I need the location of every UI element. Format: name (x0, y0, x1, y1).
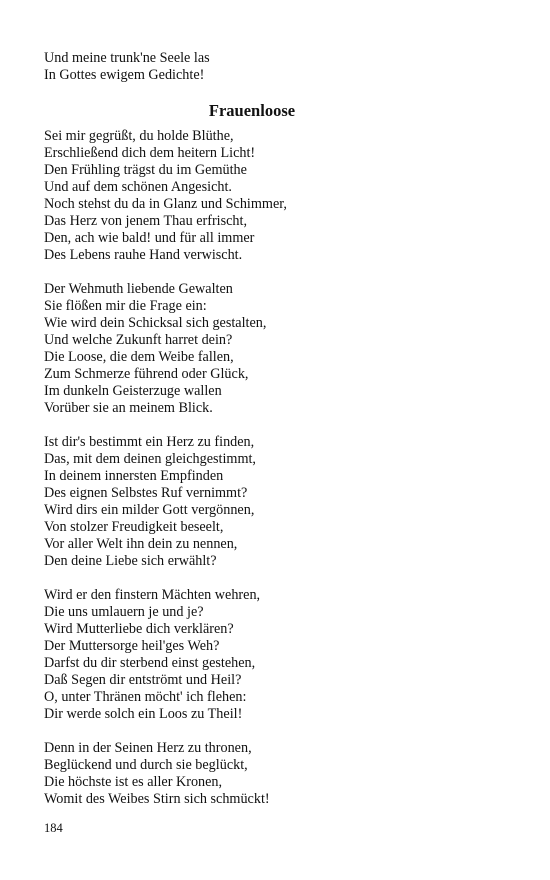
verse-line: Die höchste ist es aller Kronen, (44, 774, 223, 790)
verse-line: Ist dir's bestimmt ein Herz zu finden, (44, 434, 255, 450)
verse-line: Und auf dem schönen Angesicht. (44, 179, 232, 195)
stanza (44, 587, 514, 723)
page-number: 184 (44, 821, 63, 835)
stanza (44, 128, 514, 264)
stanza (44, 281, 514, 417)
verse-line: Wie wird dein Schicksal sich gestalten, (44, 315, 267, 331)
verse-line: Dir werde solch ein Loos zu Theil! (44, 706, 243, 722)
verse-line: Sie flößen mir die Frage ein: (44, 298, 207, 314)
verse-line: In deinem innersten Empfinden (44, 468, 224, 484)
verse-line: Sei mir gegrüßt, du holde Blüthe, (44, 128, 234, 144)
verse-line: Darfst du dir sterbend einst gestehen, (44, 655, 256, 671)
verse-line: Daß Segen dir entströmt und Heil? (44, 672, 242, 688)
verse-line: Der Wehmuth liebende Gewalten (44, 281, 233, 297)
verse-line: Vorüber sie an meinem Blick. (44, 400, 213, 416)
verse-line: O, unter Thränen möcht' ich flehen: (44, 689, 247, 705)
verse-line: Erschließend dich dem heitern Licht! (44, 145, 256, 161)
verse-line: Und welche Zukunft harret dein? (44, 332, 233, 348)
verse-line: Das Herz von jenem Thau erfrischt, (44, 213, 248, 229)
verse-line: Des eignen Selbstes Ruf vernimmt? (44, 485, 248, 501)
verse-line: Den, ach wie bald! und für all immer (44, 230, 255, 246)
verse-line: Des Lebens rauhe Hand verwischt. (44, 247, 243, 263)
verse-line: Und meine trunk'ne Seele las (44, 50, 210, 66)
verse-line: Den deine Liebe sich erwählt? (44, 553, 217, 569)
verse-line: Der Muttersorge heil'ges Weh? (44, 638, 220, 654)
poem-title: Frauenloose (208, 101, 296, 120)
verse-line: In Gottes ewigem Gedichte! (44, 67, 205, 83)
verse-line: Wird dirs ein milder Gott vergönnen, (44, 502, 255, 518)
verse-line: Die Loose, die dem Weibe fallen, (44, 349, 234, 365)
verse-line: Das, mit dem deinen gleichgestimmt, (44, 451, 256, 467)
verse-line: Vor aller Welt ihn dein zu nennen, (44, 536, 238, 552)
verse-line: Wird er den finstern Mächten wehren, (44, 587, 261, 603)
verse-line: Womit des Weibes Stirn sich schmückt! (44, 791, 270, 807)
verse-line: Zum Schmerze führend oder Glück, (44, 366, 249, 382)
verse-line: Im dunkeln Geisterzuge wallen (44, 383, 222, 399)
verse-line: Denn in der Seinen Herz zu thronen, (44, 740, 252, 756)
stanza (44, 740, 514, 808)
verse-line: Wird Mutterliebe dich verklären? (44, 621, 234, 637)
poem-body (44, 128, 514, 808)
stanza (44, 434, 514, 570)
verse-line: Noch stehst du da in Glanz und Schimmer, (44, 196, 287, 212)
page-body (44, 50, 514, 808)
verse-line: Den Frühling trägst du im Gemüthe (44, 162, 247, 178)
intro-stanza (44, 50, 514, 84)
verse-line: Die uns umlauern je und je? (44, 604, 204, 620)
verse-line: Beglückend und durch sie beglückt, (44, 757, 248, 773)
verse-line: Von stolzer Freudigkeit beseelt, (44, 519, 224, 535)
